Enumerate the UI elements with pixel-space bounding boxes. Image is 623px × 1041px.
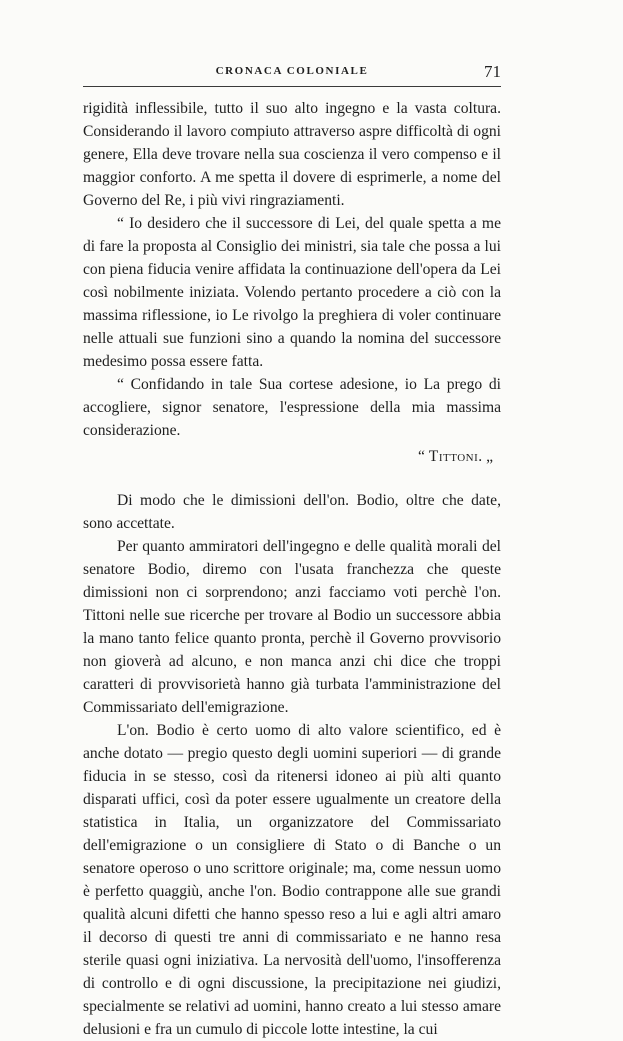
signature-open-quote: “ bbox=[417, 448, 429, 465]
commentary-paragraph-1: Di modo che le dimissioni dell'on. Bodio, oltre che date, sono accettate. bbox=[83, 492, 501, 532]
signature-close-quote: . „ bbox=[478, 448, 493, 465]
page-number: 71 bbox=[484, 62, 501, 81]
header-rule bbox=[83, 86, 501, 87]
running-title: CRONACA COLONIALE bbox=[215, 65, 369, 77]
commentary-paragraph-3: L'on. Bodio è certo uomo di alto valore scientifico, ed è anche dotato — pregio questo degli uomini superiori — di grande fiducia in se stesso, così da ritenersi idoneo ai più alti quanto disparati uffici, così da poter essere ugualmente un creatore della statistica in Italia, un organizzatore del Commissariato dell'emigrazione o un consigliere di Stato o di Banche o un senatore operoso o uno scrittore originale; ma, come nessun uomo è perfetto quaggiù, anche l'on. Bodio contrappone alle sue grandi qualità alcuni difetti che hanno spesso reso a lui e agli altri amaro il decorso di questi tre anni di commissariato e ne hanno resa sterile quasi ogni iniziativa. La nervosità dell'uomo, l'insofferenza di controllo e di ogni discussione, la precipitazione nei giudizi, specialmente se relativi ad uomini, hanno creato a lui stesso amare delusioni e fra un cumulo di piccole lotte intestine, la cui bbox=[83, 722, 501, 1038]
letter-paragraph-1: rigidità inflessibile, tutto il suo alto ingegno e la vasta coltura. Considerando il lavoro compiuto attraverso aspre difficoltà di ogni genere, Ella deve trovare nella sua coscienza il vero compenso e il maggior conforto. A me spetta il dovere di esprimerle, a nome del Governo del Re, i più vivi ringraziamenti. bbox=[83, 100, 501, 209]
signature-name: Tittoni bbox=[428, 448, 479, 465]
commentary-paragraph-2: Per quanto ammiratori dell'ingegno e delle qualità morali del senatore Bodio, diremo con l'usata franchezza che queste dimissioni non ci sorprendono; anzi facciamo voti perchè l'on. Tittoni nelle sue ricerche per trovare al Bodio un successore abbia la mano tanto felice quanto pronta, perchè il Governo provvisorio non gioverà ad alcuno, e non manca anzi chi dice che troppi caratteri di provvisorietà hanno già turbata l'amministrazione del Commissariato dell'emigrazione. bbox=[83, 538, 501, 716]
letter-signature bbox=[83, 445, 501, 468]
letter-paragraph-3: “ Confidando in tale Sua cortese adesione, io La prego di accogliere, signor senatore, l'espressione della mia massima considerazione. bbox=[83, 376, 501, 439]
letter-paragraph-2: “ Io desidero che il successore di Lei, del quale spetta a me di fare la proposta al Consiglio dei ministri, sia tale che possa a lui con piena fiducia venire affidata la continuazione dell'opera da Lei così nobilmente iniziata. Volendo pertanto procedere a ciò con la massima riflessione, io Le rivolgo la preghiera di voler continuare nelle attuali sue funzioni sino a quando la nomina del successore medesimo possa essere fatta. bbox=[83, 215, 501, 370]
page-header bbox=[83, 62, 501, 84]
body-text bbox=[83, 97, 501, 1041]
